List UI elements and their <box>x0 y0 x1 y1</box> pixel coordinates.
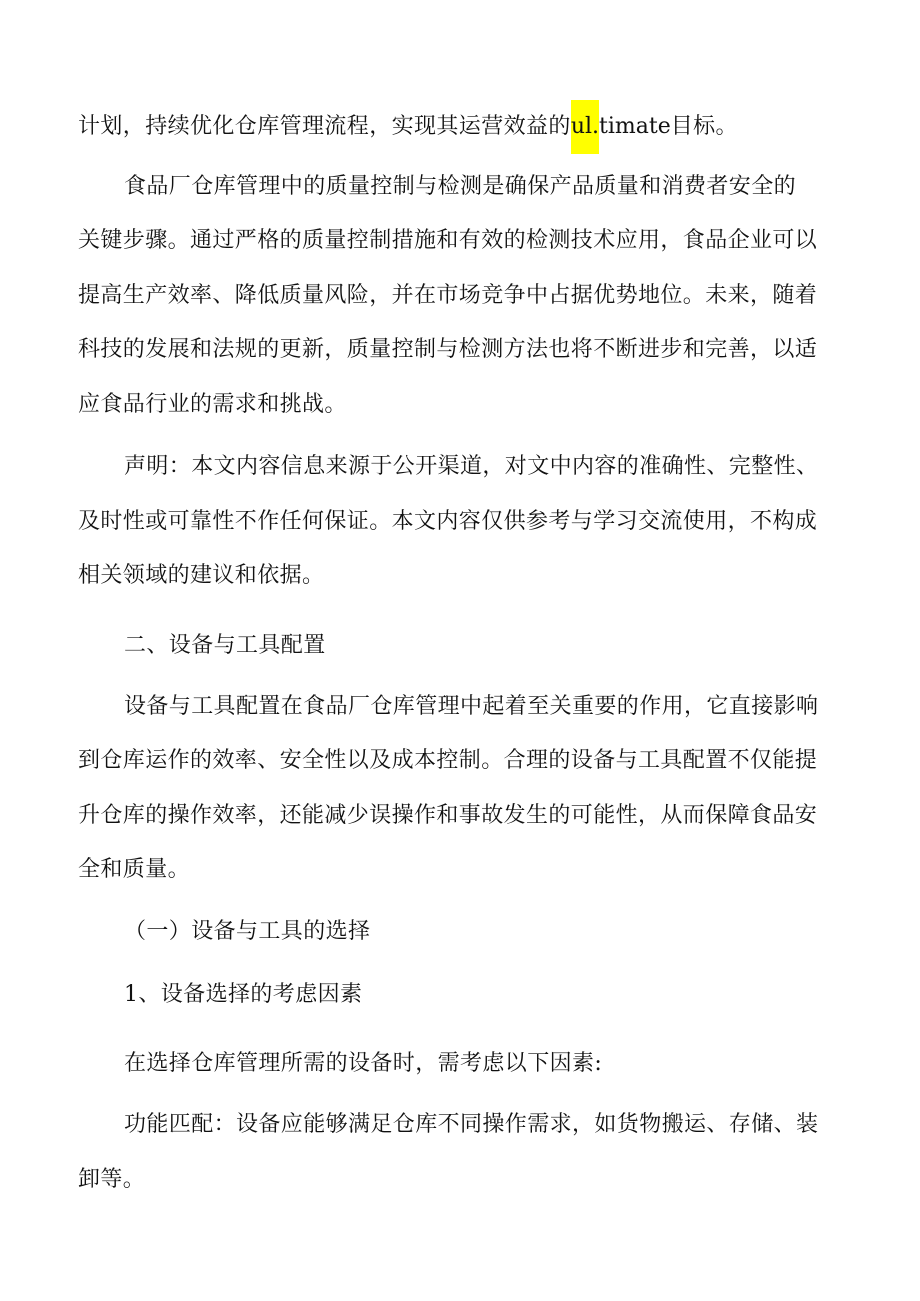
item-heading: 1、设备选择的考虑因素 <box>124 982 363 1007</box>
disclaimer-line: 相关领域的建议和依据。 <box>78 563 325 588</box>
text-suffix: 目标。 <box>670 114 738 139</box>
text-prefix: 计划，持续优化仓库管理流程，实现其运营效益的 <box>78 114 571 139</box>
paragraph-line: 升仓库的操作效率，还能减少误操作和事故发生的可能性，从而保障食品安 <box>78 803 818 828</box>
paragraph-line: 到仓库运作的效率、安全性以及成本控制。合理的设备与工具配置不仅能提 <box>78 748 818 773</box>
paragraph-line: 设备与工具配置在食品厂仓库管理中起着至关重要的作用，它直接影响 <box>124 694 819 719</box>
paragraph-line: 应食品行业的需求和挑战。 <box>78 392 347 417</box>
text-latin-suffix: timate <box>599 114 671 139</box>
highlighted-text: ul. <box>571 100 599 154</box>
paragraph-line: 科技的发展和法规的更新，质量控制与检测方法也将不断进步和完善，以适 <box>78 337 818 362</box>
paragraph-line: 全和质量。 <box>78 857 191 882</box>
section-heading: 二、设备与工具配置 <box>124 633 326 658</box>
paragraph-line: 关键步骤。通过严格的质量控制措施和有效的检测技术应用，食品企业可以 <box>78 228 818 253</box>
subsection-heading: （一）设备与工具的选择 <box>124 919 371 944</box>
paragraph-line: 卸等。 <box>78 1167 146 1192</box>
disclaimer-line: 声明：本文内容信息来源于公开渠道，对文中内容的准确性、完整性、 <box>124 454 819 479</box>
paragraph-line: 食品厂仓库管理中的质量控制与检测是确保产品质量和消费者安全的 <box>124 174 797 199</box>
paragraph-line: 提高生产效率、降低质量风险，并在市场竞争中占据优势地位。未来，随着 <box>78 283 818 308</box>
paragraph-line: 在选择仓库管理所需的设备时，需考虑以下因素: <box>124 1051 603 1076</box>
paragraph-continuation <box>78 112 738 154</box>
paragraph-line: 功能匹配：设备应能够满足仓库不同操作需求，如货物搬运、存储、装 <box>124 1112 819 1137</box>
disclaimer-line: 及时性或可靠性不作任何保证。本文内容仅供参考与学习交流使用，不构成 <box>78 509 818 534</box>
